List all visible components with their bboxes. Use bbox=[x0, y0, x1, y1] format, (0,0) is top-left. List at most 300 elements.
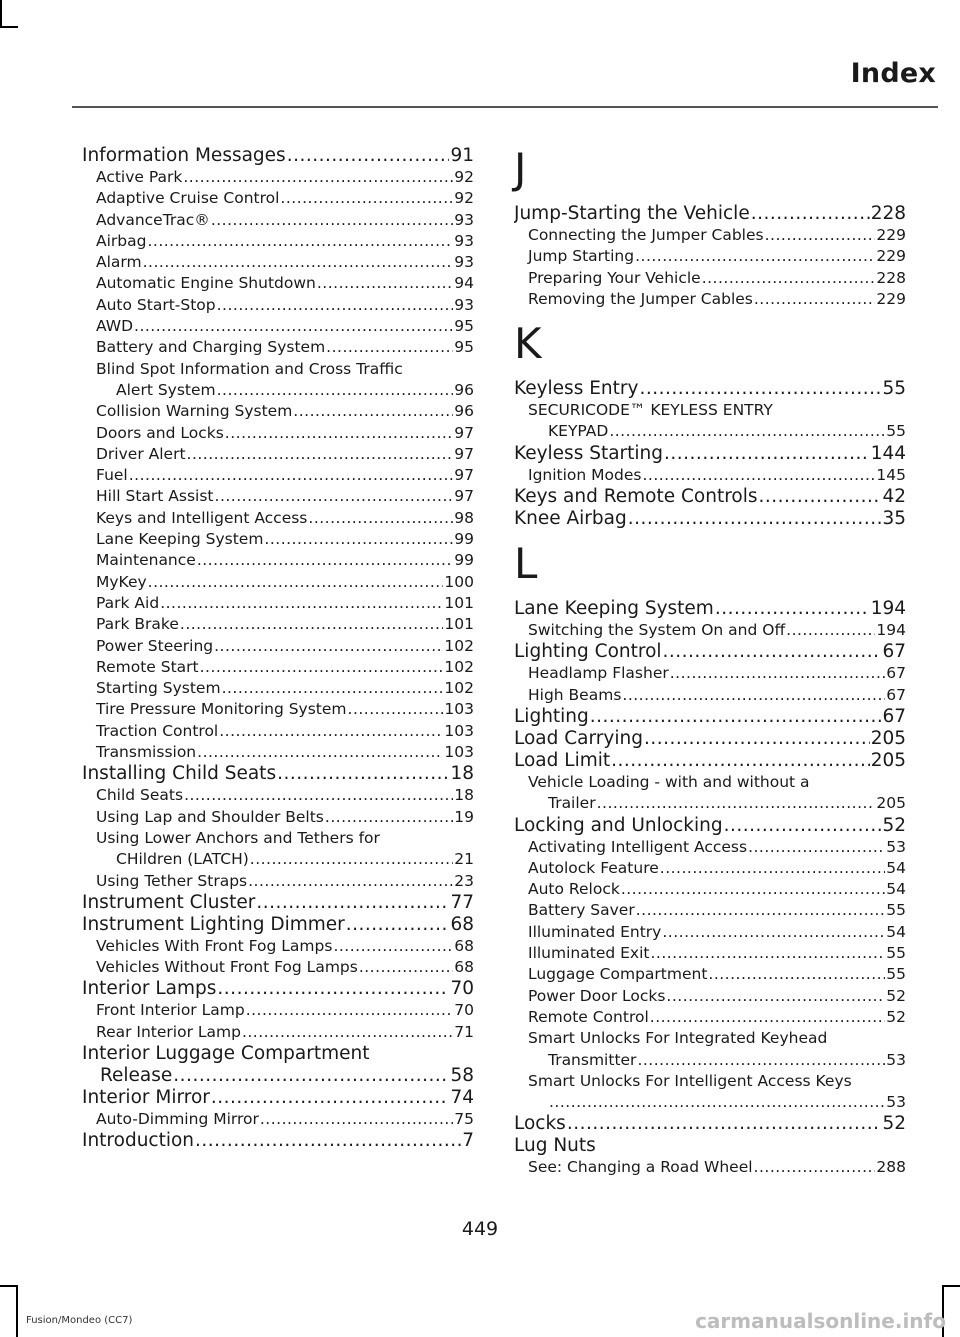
index-subentry[interactable] bbox=[514, 1050, 906, 1071]
leader-dots bbox=[751, 203, 870, 225]
leader-dots bbox=[786, 620, 875, 641]
leader-dots bbox=[317, 273, 453, 294]
index-subentry-firstline[interactable]: Vehicle Loading - with and without a bbox=[528, 772, 810, 791]
leader-dots bbox=[217, 295, 454, 316]
index-subentry[interactable] bbox=[82, 167, 474, 188]
entry-label: Removing the Jumper Cables bbox=[528, 289, 753, 308]
index-subentry[interactable] bbox=[82, 1109, 474, 1130]
index-entry[interactable] bbox=[82, 1087, 474, 1109]
page-ref: 53 bbox=[886, 1093, 906, 1112]
page-ref: 55 bbox=[886, 422, 906, 441]
page-title: Index bbox=[850, 58, 936, 89]
index-entry[interactable] bbox=[514, 750, 906, 772]
leader-dots bbox=[724, 815, 882, 837]
page-ref: 35 bbox=[882, 508, 906, 530]
index-entry-firstline[interactable]: Interior Luggage Compartment bbox=[82, 1042, 370, 1064]
index-entry[interactable] bbox=[514, 728, 906, 750]
leader-dots bbox=[293, 401, 453, 422]
leader-dots bbox=[567, 1113, 882, 1135]
page-ref: 75 bbox=[454, 1109, 474, 1128]
leader-dots bbox=[287, 145, 450, 167]
entry-label: Transmitter bbox=[548, 1050, 637, 1069]
index-entry[interactable] bbox=[514, 706, 906, 728]
entry-label: Remote Start bbox=[96, 657, 199, 676]
index-subentry[interactable] bbox=[82, 444, 474, 465]
entry-label: Tire Pressure Monitoring System bbox=[96, 700, 347, 719]
index-subentry[interactable] bbox=[82, 721, 474, 742]
leader-dots bbox=[248, 871, 453, 892]
leader-dots bbox=[642, 465, 875, 486]
leader-dots bbox=[662, 922, 885, 943]
leader-dots bbox=[197, 742, 443, 763]
leader-dots bbox=[346, 914, 450, 936]
entry-label: Using Lap and Shoulder Belts bbox=[96, 807, 324, 826]
index-subentry[interactable] bbox=[82, 1000, 474, 1021]
entry-label: Connecting the Jumper Cables bbox=[528, 226, 764, 244]
page-ref: 55 bbox=[882, 378, 906, 400]
index-entry[interactable] bbox=[514, 815, 906, 837]
entry-label: Alert System bbox=[116, 380, 216, 399]
leader-dots bbox=[260, 1109, 453, 1130]
entry-label: Maintenance bbox=[96, 551, 196, 570]
page-ref: 96 bbox=[454, 402, 474, 421]
entry-label: Instrument Cluster bbox=[82, 891, 256, 913]
page-ref: 144 bbox=[870, 442, 906, 464]
leader-dots bbox=[754, 289, 876, 310]
index-subentry-firstline[interactable]: Blind Spot Information and Cross Traffic bbox=[96, 359, 403, 378]
index-subentry[interactable] bbox=[514, 922, 906, 943]
index-subentry[interactable] bbox=[514, 421, 906, 442]
index-subentry[interactable] bbox=[514, 793, 906, 814]
page-ref: 74 bbox=[450, 1086, 474, 1108]
entry-label: Hill Start Assist bbox=[96, 487, 214, 506]
crop-mark bbox=[16, 1285, 18, 1337]
entry-label: Fuel bbox=[96, 466, 128, 485]
leader-dots bbox=[754, 1157, 876, 1178]
index-subentry[interactable] bbox=[82, 614, 474, 635]
page-ref: 288 bbox=[876, 1158, 906, 1177]
page-ref: 67 bbox=[886, 685, 906, 704]
page-ref: 99 bbox=[454, 530, 474, 549]
entry-label: Alarm bbox=[96, 253, 142, 272]
leader-dots bbox=[187, 444, 454, 465]
page-ref: 93 bbox=[454, 231, 474, 250]
page-ref: 67 bbox=[886, 664, 906, 683]
page-ref: 228 bbox=[870, 203, 906, 224]
index-subentry[interactable] bbox=[82, 936, 474, 957]
page-ref: 102 bbox=[444, 636, 474, 655]
index-subentry[interactable] bbox=[514, 943, 906, 964]
section-letter-k: K bbox=[514, 319, 542, 369]
entry-label: CHildren (LATCH) bbox=[116, 850, 249, 869]
entry-label: Front Interior Lamp bbox=[96, 1001, 245, 1020]
index-entry[interactable] bbox=[82, 763, 474, 785]
index-subentry[interactable] bbox=[82, 785, 474, 806]
leader-dots bbox=[359, 957, 453, 978]
index-subentry[interactable] bbox=[82, 465, 474, 486]
leader-dots bbox=[143, 252, 454, 273]
page-ref: 23 bbox=[454, 871, 474, 890]
index-subentry[interactable] bbox=[514, 837, 906, 858]
index-subentry[interactable] bbox=[82, 1022, 474, 1043]
index-subentry[interactable] bbox=[82, 486, 474, 507]
index-entry[interactable] bbox=[514, 443, 906, 465]
leader-dots bbox=[549, 1092, 885, 1113]
index-column-right bbox=[514, 145, 906, 1179]
page-ref: 205 bbox=[870, 727, 906, 749]
entry-label: Collision Warning System bbox=[96, 402, 293, 421]
entry-label: Interior Mirror bbox=[82, 1086, 210, 1108]
index-subentry[interactable] bbox=[514, 465, 906, 486]
page-ref: 55 bbox=[886, 965, 906, 984]
entry-label: Traction Control bbox=[96, 721, 219, 740]
page-ref: 70 bbox=[454, 1001, 474, 1020]
index-subentry[interactable] bbox=[514, 620, 906, 641]
page-ref: 228 bbox=[876, 268, 906, 287]
index-subentry[interactable] bbox=[82, 188, 474, 209]
page-ref: 103 bbox=[444, 700, 474, 719]
leader-dots bbox=[264, 529, 453, 550]
leader-dots bbox=[222, 678, 444, 699]
index-subentry[interactable] bbox=[514, 225, 906, 246]
index-entry[interactable] bbox=[514, 598, 906, 620]
leader-dots bbox=[622, 685, 885, 706]
leader-dots bbox=[765, 225, 876, 246]
index-subentry[interactable] bbox=[514, 964, 906, 985]
page-ref: 95 bbox=[454, 338, 474, 357]
crop-mark bbox=[0, 26, 18, 28]
index-subentry[interactable] bbox=[514, 1007, 906, 1028]
page-ref: 101 bbox=[444, 615, 474, 634]
index-subentry[interactable] bbox=[514, 986, 906, 1007]
index-subentry-firstline[interactable]: Smart Unlocks For Integrated Keyhead bbox=[528, 1029, 828, 1048]
leader-dots bbox=[256, 892, 449, 914]
leader-dots bbox=[147, 231, 453, 252]
page-ref: 67 bbox=[882, 641, 906, 663]
leader-dots bbox=[180, 614, 444, 635]
leader-dots bbox=[195, 1130, 461, 1152]
index-subentry[interactable] bbox=[82, 636, 474, 657]
leader-dots bbox=[636, 900, 886, 921]
index-entry[interactable] bbox=[82, 1130, 474, 1152]
leader-dots bbox=[348, 699, 444, 720]
index-entry-heading[interactable]: Lug Nuts bbox=[514, 1135, 596, 1157]
index-subentry[interactable] bbox=[82, 295, 474, 316]
index-subentry[interactable] bbox=[514, 900, 906, 921]
page-ref: 52 bbox=[886, 986, 906, 1005]
index-subentry-firstline[interactable]: Smart Unlocks For Intelligent Access Keys bbox=[528, 1071, 852, 1090]
leader-dots bbox=[277, 763, 449, 785]
index-subentry[interactable] bbox=[82, 678, 474, 699]
page-ref: 68 bbox=[454, 936, 474, 955]
index-subentry[interactable] bbox=[82, 252, 474, 273]
page-ref: 67 bbox=[882, 705, 906, 727]
crop-mark bbox=[0, 0, 2, 28]
page-ref: 7 bbox=[462, 1130, 474, 1152]
index-subentry[interactable] bbox=[82, 231, 474, 252]
index-subentry[interactable] bbox=[82, 849, 474, 870]
entry-label: Keys and Intelligent Access bbox=[96, 508, 308, 527]
page-ref: 97 bbox=[454, 444, 474, 463]
page-ref: 55 bbox=[886, 901, 906, 920]
index-entry[interactable] bbox=[82, 978, 474, 1000]
entry-label: Battery and Charging System bbox=[96, 338, 326, 357]
entry-label: Park Aid bbox=[96, 593, 160, 612]
leader-dots bbox=[748, 837, 885, 858]
entry-label: Keyless Starting bbox=[514, 442, 664, 464]
leader-dots bbox=[639, 378, 881, 400]
page-ref: 91 bbox=[450, 145, 474, 166]
leader-dots bbox=[280, 188, 453, 209]
index-subentry[interactable] bbox=[82, 957, 474, 978]
index-subentry[interactable] bbox=[514, 268, 906, 289]
leader-dots bbox=[670, 663, 886, 684]
entry-label: Vehicles With Front Fog Lamps bbox=[96, 936, 333, 955]
entry-label: Airbag bbox=[96, 231, 147, 250]
leader-dots bbox=[308, 508, 453, 529]
leader-dots bbox=[609, 421, 885, 442]
entry-label: Installing Child Seats bbox=[82, 763, 277, 785]
entry-label: Interior Lamps bbox=[82, 978, 217, 1000]
entry-label: MyKey bbox=[96, 572, 147, 591]
leader-dots bbox=[217, 978, 449, 1000]
leader-dots bbox=[611, 750, 870, 772]
leader-dots bbox=[200, 657, 444, 678]
page-ref: 99 bbox=[454, 551, 474, 570]
page-ref: 229 bbox=[876, 289, 906, 308]
page-ref: 97 bbox=[454, 487, 474, 506]
index-entry[interactable] bbox=[514, 378, 906, 400]
index-column-left bbox=[82, 145, 474, 1152]
leader-dots bbox=[215, 486, 454, 507]
index-entry[interactable] bbox=[514, 508, 906, 530]
index-subentry-firstline[interactable]: SECURICODE™ KEYLESS ENTRY bbox=[528, 401, 773, 420]
page-ref: 194 bbox=[876, 621, 906, 640]
entry-label: Battery Saver bbox=[528, 901, 635, 920]
page-ref: 54 bbox=[886, 858, 906, 877]
entry-label: Lane Keeping System bbox=[514, 598, 714, 620]
entry-label: Power Steering bbox=[96, 636, 214, 655]
page-ref: 68 bbox=[454, 958, 474, 977]
index-subentry-firstline[interactable]: Using Lower Anchors and Tethers for bbox=[96, 828, 380, 847]
section-letter-j: J bbox=[514, 144, 527, 193]
page-ref: 229 bbox=[876, 226, 906, 244]
page-ref: 102 bbox=[444, 657, 474, 676]
page-ref: 205 bbox=[876, 794, 906, 813]
leader-dots bbox=[597, 793, 876, 814]
index-subentry[interactable] bbox=[82, 337, 474, 358]
entry-label: Illuminated Entry bbox=[528, 922, 662, 941]
page-ref: 103 bbox=[444, 743, 474, 762]
index-subentry[interactable] bbox=[82, 529, 474, 550]
entry-label: Autolock Feature bbox=[528, 858, 659, 877]
index-subentry[interactable] bbox=[82, 593, 474, 614]
index-subentry[interactable] bbox=[514, 879, 906, 900]
leader-dots bbox=[708, 964, 885, 985]
page-ref: 95 bbox=[454, 317, 474, 336]
entry-label: Introduction bbox=[82, 1130, 195, 1152]
index-subentry[interactable] bbox=[82, 699, 474, 720]
index-subentry[interactable] bbox=[82, 871, 474, 892]
leader-dots bbox=[134, 316, 453, 337]
entry-label: Information Messages bbox=[82, 145, 286, 166]
page-ref: 52 bbox=[882, 1113, 906, 1135]
index-entry[interactable] bbox=[82, 892, 474, 914]
page-ref: 58 bbox=[450, 1064, 474, 1086]
entry-label: High Beams bbox=[528, 685, 622, 704]
page-ref: 21 bbox=[454, 850, 474, 869]
entry-label: Locking and Unlocking bbox=[514, 814, 723, 836]
leader-dots bbox=[333, 936, 453, 957]
leader-dots bbox=[650, 943, 885, 964]
entry-label: Auto Relock bbox=[528, 880, 620, 899]
page-ref: 93 bbox=[454, 210, 474, 229]
page-number: 449 bbox=[461, 1218, 499, 1240]
leader-dots bbox=[246, 1000, 454, 1021]
leader-dots bbox=[214, 636, 443, 657]
entry-label: AdvanceTrac® bbox=[96, 210, 210, 229]
entry-label: Luggage Compartment bbox=[528, 965, 708, 984]
page-ref: 70 bbox=[450, 978, 474, 1000]
page-ref: 71 bbox=[454, 1022, 474, 1041]
leader-dots bbox=[644, 728, 870, 750]
page-ref: 18 bbox=[454, 786, 474, 805]
index-subentry[interactable] bbox=[82, 316, 474, 337]
entry-label: Preparing Your Vehicle bbox=[528, 268, 701, 287]
index-subentry[interactable] bbox=[514, 1157, 906, 1178]
index-subentry[interactable] bbox=[514, 1092, 906, 1113]
entry-label: Park Brake bbox=[96, 615, 179, 634]
leader-dots bbox=[715, 598, 870, 620]
page-ref: 96 bbox=[454, 380, 474, 399]
leader-dots bbox=[211, 1087, 450, 1109]
leader-dots bbox=[759, 486, 882, 508]
page-ref: 97 bbox=[454, 466, 474, 485]
entry-label: Switching the System On and Off bbox=[528, 621, 786, 640]
entry-label: Automatic Engine Shutdown bbox=[96, 274, 316, 293]
index-subentry[interactable] bbox=[82, 508, 474, 529]
index-subentry[interactable] bbox=[82, 742, 474, 763]
leader-dots bbox=[197, 550, 453, 571]
entry-label: Doors and Locks bbox=[96, 423, 224, 442]
page-ref: 19 bbox=[454, 807, 474, 826]
index-subentry[interactable] bbox=[514, 685, 906, 706]
page-ref: 145 bbox=[876, 465, 906, 484]
page-ref: 52 bbox=[882, 814, 906, 836]
index-subentry[interactable] bbox=[514, 858, 906, 879]
page-ref: 52 bbox=[886, 1007, 906, 1026]
leader-dots bbox=[184, 785, 453, 806]
entry-label: Instrument Lighting Dimmer bbox=[82, 913, 345, 935]
index-entry[interactable] bbox=[514, 1113, 906, 1135]
page-ref: 55 bbox=[886, 944, 906, 963]
entry-label: KEYPAD bbox=[548, 422, 609, 441]
entry-label: Activating Intelligent Access bbox=[528, 837, 748, 856]
index-entry[interactable] bbox=[514, 641, 906, 663]
entry-label: Auto Start-Stop bbox=[96, 295, 216, 314]
leader-dots bbox=[660, 858, 885, 879]
entry-label: Load Limit bbox=[514, 749, 611, 771]
leader-dots bbox=[628, 508, 882, 530]
title-rule bbox=[72, 106, 938, 108]
entry-label: Driver Alert bbox=[96, 444, 186, 463]
page-ref: 68 bbox=[450, 913, 474, 935]
entry-label: Starting System bbox=[96, 679, 221, 698]
page-ref: 100 bbox=[444, 572, 474, 591]
index-subentry[interactable] bbox=[82, 380, 474, 401]
entry-label: Transmission bbox=[96, 743, 197, 762]
entry-label: Illuminated Exit bbox=[528, 944, 650, 963]
index-subentry[interactable] bbox=[82, 807, 474, 828]
index-entry[interactable] bbox=[82, 1065, 474, 1087]
leader-dots bbox=[242, 1022, 453, 1043]
entry-label: Load Carrying bbox=[514, 727, 643, 749]
page-ref: 18 bbox=[450, 763, 474, 785]
page-ref: 229 bbox=[876, 247, 906, 266]
index-entry[interactable] bbox=[82, 914, 474, 936]
index-subentry[interactable] bbox=[82, 401, 474, 422]
leader-dots bbox=[621, 879, 885, 900]
entry-label: Headlamp Flasher bbox=[528, 664, 669, 683]
entry-label: AWD bbox=[96, 317, 134, 336]
leader-dots bbox=[173, 1065, 449, 1087]
entry-label: Lane Keeping System bbox=[96, 530, 264, 549]
page-ref: 92 bbox=[454, 168, 474, 186]
page-ref: 101 bbox=[444, 593, 474, 612]
page-ref: 205 bbox=[870, 749, 906, 771]
entry-label: Auto-Dimming Mirror bbox=[96, 1109, 259, 1128]
index-entry[interactable] bbox=[514, 203, 906, 225]
leader-dots bbox=[664, 443, 870, 465]
index-subentry[interactable] bbox=[82, 657, 474, 678]
leader-dots bbox=[250, 849, 453, 870]
leader-dots bbox=[590, 706, 882, 728]
leader-dots bbox=[148, 572, 444, 593]
watermark: carmanualsonline.info bbox=[695, 1309, 946, 1333]
index-subentry[interactable] bbox=[82, 423, 474, 444]
entry-label: Keys and Remote Controls bbox=[514, 486, 758, 508]
index-subentry[interactable] bbox=[82, 550, 474, 571]
page-ref: 53 bbox=[886, 1050, 906, 1069]
page-ref: 53 bbox=[886, 837, 906, 856]
entry-label: Using Tether Straps bbox=[96, 871, 248, 890]
entry-label: Jump Starting bbox=[528, 247, 635, 266]
page-ref: 54 bbox=[886, 880, 906, 899]
entry-label: Keyless Entry bbox=[514, 378, 639, 400]
page-ref: 103 bbox=[444, 721, 474, 740]
index-subentry[interactable] bbox=[82, 273, 474, 294]
index-subentry[interactable] bbox=[82, 572, 474, 593]
index-subentry[interactable] bbox=[514, 663, 906, 684]
leader-dots bbox=[129, 465, 454, 486]
entry-label: Jump-Starting the Vehicle bbox=[514, 203, 750, 224]
index-subentry[interactable] bbox=[514, 289, 906, 310]
leader-dots bbox=[160, 593, 443, 614]
page-ref: 54 bbox=[886, 922, 906, 941]
entry-label: Trailer bbox=[548, 794, 596, 813]
index-entry[interactable] bbox=[514, 486, 906, 508]
leader-dots bbox=[663, 641, 882, 663]
leader-dots bbox=[326, 337, 453, 358]
leader-dots bbox=[666, 986, 885, 1007]
leader-dots bbox=[635, 246, 875, 267]
index-subentry[interactable] bbox=[82, 210, 474, 231]
leader-dots bbox=[702, 268, 876, 289]
index-entry[interactable] bbox=[82, 145, 474, 167]
index-subentry[interactable] bbox=[514, 246, 906, 267]
entry-label: Power Door Locks bbox=[528, 986, 666, 1005]
entry-label: Rear Interior Lamp bbox=[96, 1022, 241, 1041]
